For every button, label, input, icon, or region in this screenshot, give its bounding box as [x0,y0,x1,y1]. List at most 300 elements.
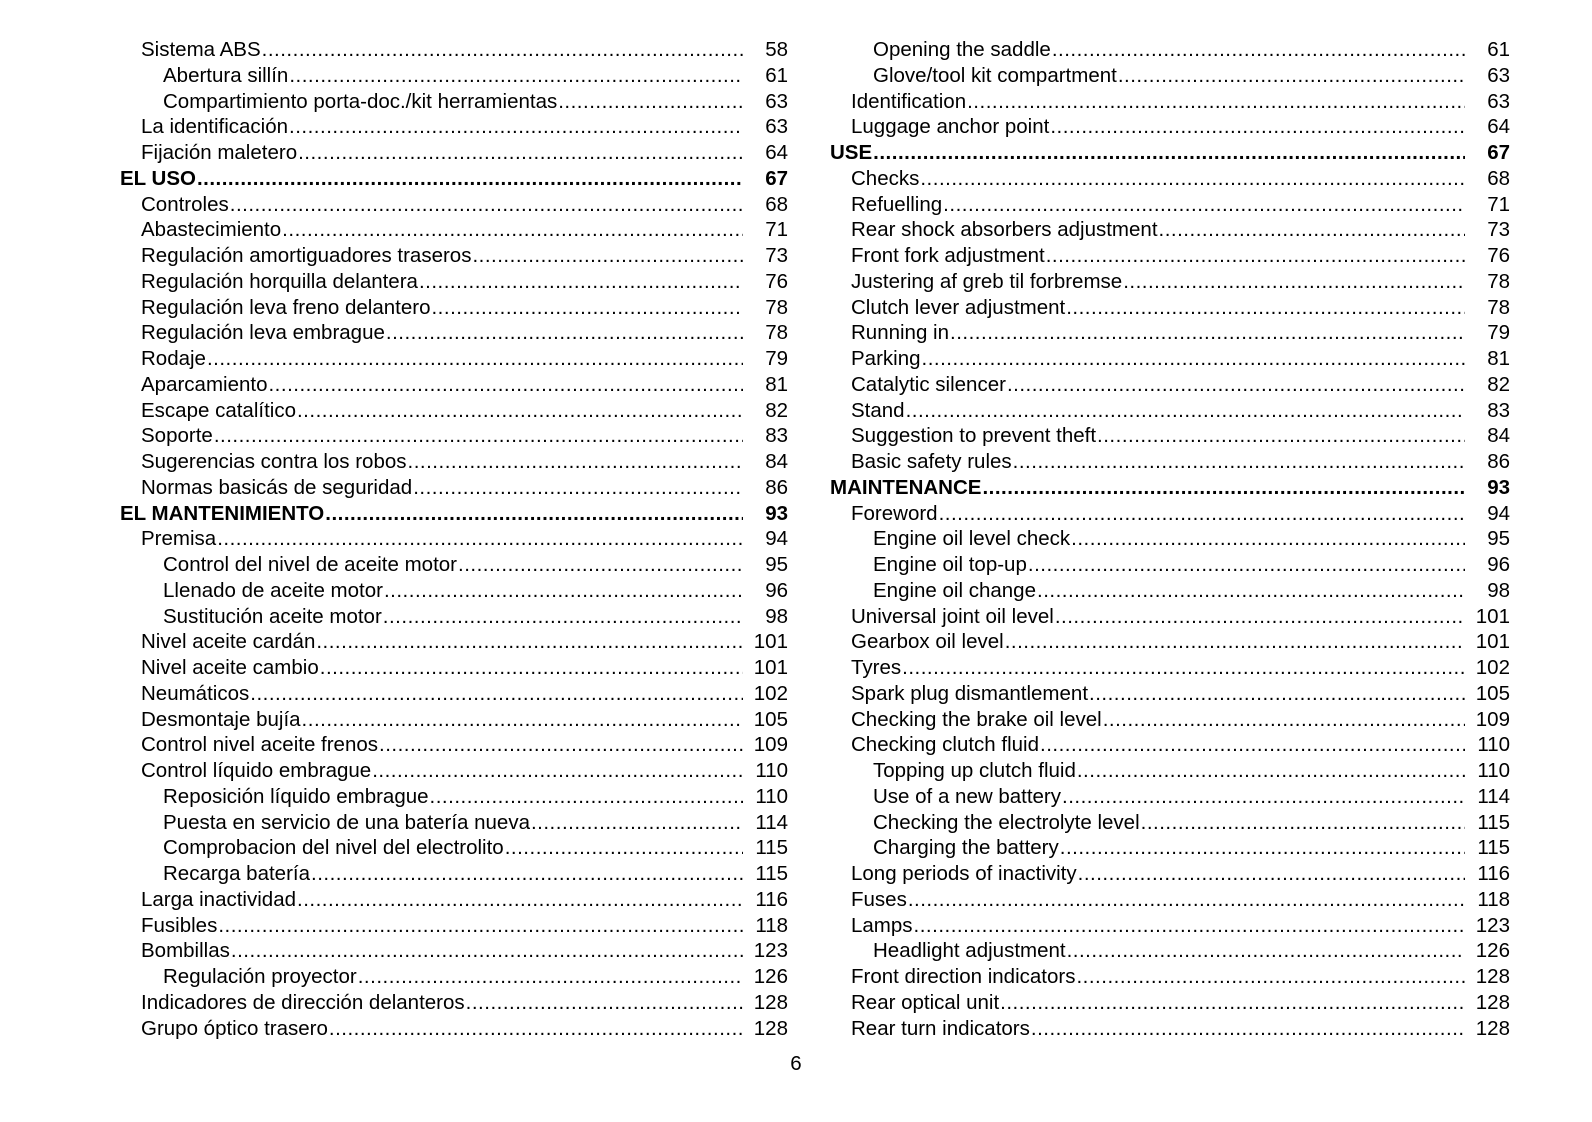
toc-entry-page: 123 [753,939,788,963]
toc-entry[interactable] [120,578,788,604]
toc-entry-page: 101 [753,630,788,654]
dot-leader [217,526,743,552]
toc-entry[interactable] [120,295,788,321]
toc-entry[interactable] [830,578,1510,604]
dot-leader [379,732,743,758]
dot-leader [408,449,743,475]
toc-entry-page: 128 [753,1016,788,1040]
toc-entry-title: Recarga batería [163,862,311,885]
toc-entry[interactable] [830,913,1510,939]
toc-entry-title: Neumáticos [141,681,250,705]
dot-leader [505,835,743,861]
toc-entry-title: Nivel aceite cambio [141,656,319,679]
toc-entry-title: Refuelling [851,192,943,216]
toc-entry-title: EL MANTENIMIENTO [120,501,325,525]
dot-leader [230,192,743,218]
toc-entry-page: 110 [755,759,788,782]
toc-entry[interactable] [120,990,788,1016]
dot-leader [298,140,743,166]
toc-entry-title: Fuses [851,887,907,911]
dot-leader [558,89,743,115]
toc-entry-title: Sistema ABS [141,38,261,61]
toc-entry-page: 101 [1475,630,1510,654]
dot-leader [197,166,743,192]
toc-entry-page: 67 [1487,141,1510,164]
toc-entry-page: 73 [765,244,788,267]
toc-entry[interactable] [830,938,1510,964]
dot-leader [1066,295,1465,321]
dot-leader [1078,861,1465,887]
toc-entry-page: 115 [1477,810,1510,834]
toc-entry[interactable] [120,37,788,63]
dot-leader [289,114,743,140]
toc-entry[interactable] [830,346,1510,372]
toc-entry-page: 71 [765,218,788,242]
toc-entry-title: Normas basicás de seguridad [141,475,413,499]
toc-entry-page: 128 [1475,1016,1510,1040]
toc-entry-page: 109 [753,733,788,757]
toc-entry[interactable] [830,166,1510,192]
toc-entry-title: Checks [851,166,920,190]
toc-entry-title: Tyres [851,656,902,679]
toc-entry-title: EL USO [120,166,196,190]
toc-entry-page: 93 [1487,475,1510,499]
dot-leader [358,964,743,990]
toc-entry[interactable] [120,423,788,449]
dot-leader [906,398,1465,424]
dot-leader [1118,63,1465,89]
toc-entry-page: 116 [1477,862,1510,885]
toc-entry-page: 105 [753,707,788,731]
toc-entry-page: 84 [1487,424,1510,448]
toc-entry-title: Controles [141,192,229,216]
toc-entry-title: Control del nivel de aceite motor [163,553,457,576]
toc-entry-title: Llenado de aceite motor [163,578,383,602]
toc-entry[interactable] [830,784,1510,810]
toc-entry-page: 109 [1475,707,1510,731]
dot-leader [531,810,743,836]
toc-entry-page: 86 [1487,450,1510,473]
toc-entry[interactable] [830,89,1510,115]
toc-entry[interactable] [830,887,1510,913]
toc-entry[interactable] [120,89,788,115]
dot-leader [372,758,743,784]
dot-leader [466,990,743,1016]
toc-entry[interactable] [120,320,788,346]
toc-entry[interactable] [120,784,788,810]
dot-leader [1046,243,1465,269]
toc-entry-title: Compartimiento porta-doc./kit herramientas [163,89,558,113]
toc-entry[interactable] [120,140,788,166]
toc-entry[interactable] [120,861,788,887]
toc-section-heading[interactable] [120,166,788,192]
toc-entry-page: 110 [755,784,788,808]
dot-leader [1089,681,1465,707]
toc-entry[interactable] [830,398,1510,424]
toc-entry[interactable] [830,810,1510,836]
toc-entry[interactable] [120,810,788,836]
toc-entry[interactable] [120,938,788,964]
toc-entry[interactable] [120,964,788,990]
toc-entry-title: USE [830,141,873,164]
toc-entry-page: 82 [765,398,788,422]
dot-leader [1050,114,1465,140]
toc-entry[interactable] [830,501,1510,527]
toc-column-spanish [120,37,788,1041]
toc-entry-title: Checking clutch fluid [851,733,1040,757]
page-number: 6 [790,1052,802,1075]
dot-leader [1052,37,1465,63]
dot-leader [297,887,743,913]
dot-leader [297,398,743,424]
toc-entry-page: 110 [1477,733,1510,757]
dot-leader [214,423,743,449]
toc-entry-page: 67 [765,166,788,190]
toc-entry-page: 95 [765,553,788,576]
dot-leader [908,887,1465,913]
toc-entry-page: 115 [755,836,788,860]
toc-entry-title: Headlight adjustment [873,939,1066,963]
toc-entry-title: Nivel aceite cardán [141,630,316,654]
toc-section-heading[interactable] [120,501,788,527]
toc-entry-page: 123 [1475,913,1510,937]
toc-entry-page: 68 [1487,166,1510,190]
toc-entry[interactable] [120,835,788,861]
dot-leader [950,320,1465,346]
toc-entry[interactable] [120,604,788,630]
toc-entry-page: 98 [1487,578,1510,602]
toc-entry[interactable] [830,37,1510,63]
dot-leader [262,37,743,63]
toc-entry[interactable] [830,707,1510,733]
toc-entry-title: Engine oil top-up [873,553,1027,576]
toc-entry-page: 110 [1477,759,1510,782]
toc-entry-title: Use of a new battery [873,784,1062,808]
dot-leader [413,475,743,501]
toc-entry-page: 68 [765,192,788,216]
toc-entry-page: 118 [755,913,788,937]
toc-entry[interactable] [120,1016,788,1042]
dot-leader [1141,810,1465,836]
toc-entry-title: Larga inactividad [141,887,296,911]
toc-entry-page: 79 [1487,321,1510,345]
toc-entry-title: Gearbox oil level [851,630,1004,654]
toc-entry-title: Escape catalítico [141,398,296,422]
toc-entry-title: Rear optical unit [851,990,1000,1014]
toc-entry[interactable] [120,629,788,655]
toc-entry[interactable] [120,732,788,758]
toc-entry-page: 63 [765,115,788,139]
toc-entry[interactable] [830,295,1510,321]
toc-entry-title: Long periods of inactivity [851,862,1077,885]
toc-entry-page: 78 [765,295,788,319]
toc-entry-page: 71 [1487,192,1510,216]
toc-entry-page: 63 [1487,89,1510,113]
toc-entry-page: 116 [755,887,788,911]
toc-entry-page: 61 [765,63,788,87]
toc-entry[interactable] [830,629,1510,655]
toc-entry[interactable] [830,758,1510,784]
dot-leader [1000,990,1465,1016]
toc-entry-title: Sustitución aceite motor [163,604,382,628]
toc-entry[interactable] [120,552,788,578]
toc-entry-title: Suggestion to prevent theft [851,424,1097,448]
toc-entry-page: 64 [765,141,788,164]
dot-leader [325,501,743,527]
toc-entry-title: Fijación maletero [141,141,298,164]
toc-entry-title: Front direction indicators [851,965,1076,988]
toc-entry-page: 81 [1487,347,1510,370]
toc-entry-title: Regulación leva freno delantero [141,295,431,319]
toc-entry[interactable] [120,526,788,552]
toc-entry[interactable] [120,372,788,398]
toc-entry-page: 126 [1475,939,1510,963]
toc-entry-page: 73 [1487,218,1510,242]
toc-section-heading[interactable] [830,475,1510,501]
toc-entry-page: 78 [765,321,788,345]
toc-entry[interactable] [120,475,788,501]
toc-entry-page: 118 [1477,887,1510,911]
toc-entry[interactable] [830,526,1510,552]
toc-entry-page: 115 [1477,836,1510,860]
toc-entry-title: Opening the saddle [873,38,1051,61]
toc-entry[interactable] [120,758,788,784]
dot-leader [1055,604,1465,630]
dot-leader [316,629,743,655]
dot-leader [383,604,743,630]
toc-entry-page: 101 [1475,604,1510,628]
toc-entry-title: Universal joint oil level [851,604,1054,628]
toc-entry[interactable] [120,217,788,243]
dot-leader [1077,758,1465,784]
toc-entry[interactable] [120,887,788,913]
dot-leader [419,269,743,295]
toc-entry-page: 82 [1487,372,1510,396]
toc-entry-page: 93 [765,501,788,525]
toc-entry-title: Front fork adjustment [851,244,1045,267]
toc-entry[interactable] [830,990,1510,1016]
toc-entry-page: 98 [765,604,788,628]
toc-entry-page: 76 [765,269,788,293]
toc-entry-page: 96 [1487,553,1510,576]
dot-leader [207,346,743,372]
toc-entry-title: Parking [851,347,921,370]
toc-entry-title: Regulación amortiguadores traseros [141,244,472,267]
toc-entry-title: Engine oil change [873,578,1036,602]
toc-entry-title: Rodaje [141,347,206,370]
toc-entry[interactable] [830,269,1510,295]
toc-entry-title: Control líquido embrague [141,759,372,782]
dot-leader [1067,938,1465,964]
dot-leader [1076,964,1465,990]
toc-entry[interactable] [830,681,1510,707]
dot-leader [982,475,1465,501]
dot-leader [231,938,743,964]
toc-entry[interactable] [830,192,1510,218]
dot-leader [1060,835,1465,861]
toc-entry-page: 105 [1475,681,1510,705]
toc-entry-page: 126 [753,965,788,988]
toc-entry-title: Sugerencias contra los robos [141,450,407,473]
dot-leader [282,217,743,243]
dot-leader [472,243,743,269]
toc-entry[interactable] [830,655,1510,681]
dot-leader [311,861,743,887]
dot-leader [1037,578,1465,604]
toc-entry[interactable] [830,964,1510,990]
toc-entry-page: 128 [1475,990,1510,1014]
dot-leader [384,578,743,604]
toc-entry-page: 101 [753,656,788,679]
dot-leader [431,295,743,321]
dot-leader [914,913,1465,939]
dot-leader [943,192,1465,218]
toc-entry-title: Rear shock absorbers adjustment [851,218,1158,242]
dot-leader [1031,1016,1465,1042]
toc-section-heading[interactable] [830,140,1510,166]
toc-entry-page: 76 [1487,244,1510,267]
dot-leader [1028,552,1465,578]
dot-leader [430,784,743,810]
toc-entry-title: Regulación leva embrague [141,321,385,345]
toc-entry-title: Checking the electrolyte level [873,810,1140,834]
toc-entry-page: 102 [753,681,788,705]
toc-entry-page: 95 [1487,527,1510,551]
toc-entry[interactable] [120,243,788,269]
toc-entry[interactable] [830,372,1510,398]
toc-entry[interactable] [830,861,1510,887]
dot-leader [1071,526,1465,552]
toc-entry-title: Checking the brake oil level [851,707,1102,731]
toc-entry-title: Running in [851,321,950,345]
toc-entry-page: 94 [765,527,788,551]
toc-entry[interactable] [830,114,1510,140]
dot-leader [458,552,743,578]
dot-leader [1097,423,1465,449]
toc-entry[interactable] [120,269,788,295]
toc-entry-title: Lamps [851,913,913,937]
dot-leader [289,63,743,89]
dot-leader [320,655,743,681]
toc-entry-page: 83 [765,424,788,448]
toc-entry-title: Justering af greb til forbremse [851,269,1123,293]
toc-entry[interactable] [830,449,1510,475]
toc-entry-page: 83 [1487,398,1510,422]
toc-entry-page: 94 [1487,501,1510,525]
toc-entry-page: 78 [1487,295,1510,319]
dot-leader [268,372,743,398]
toc-entry-title: Stand [851,398,905,422]
toc-entry-title: Indicadores de dirección delanteros [141,990,465,1014]
toc-entry-page: 115 [755,862,788,885]
toc-entry[interactable] [120,114,788,140]
toc-entry[interactable] [830,604,1510,630]
toc-entry-title: Identification [851,89,967,113]
toc-column-english [830,37,1510,1041]
dot-leader [218,913,743,939]
dot-leader [920,166,1465,192]
toc-entry-title: Engine oil level check [873,527,1071,551]
toc-entry-page: 114 [755,810,788,834]
toc-entry-title: Fusibles [141,913,218,937]
toc-entry-page: 78 [1487,269,1510,293]
toc-entry-title: Basic safety rules [851,450,1012,473]
dot-leader [1123,269,1465,295]
toc-entry-page: 79 [765,347,788,370]
toc-entry[interactable] [120,449,788,475]
toc-entry-title: Control nivel aceite frenos [141,733,379,757]
toc-entry[interactable] [120,346,788,372]
toc-entry[interactable] [830,732,1510,758]
dot-leader [922,346,1465,372]
toc-entry[interactable] [120,398,788,424]
toc-entry[interactable] [830,1016,1510,1042]
toc-entry-page: 84 [765,450,788,473]
toc-entry-title: Desmontaje bujía [141,707,301,731]
toc-entry[interactable] [120,707,788,733]
dot-leader [902,655,1465,681]
dot-leader [386,320,743,346]
toc-entry-title: Regulación horquilla delantera [141,269,418,293]
toc-entry[interactable] [120,681,788,707]
toc-entry-page: 61 [1487,38,1510,61]
toc-entry-title: Foreword [851,501,938,525]
toc-entry-title: Aparcamiento [141,372,268,396]
toc-entry[interactable] [120,913,788,939]
toc-entry[interactable] [830,217,1510,243]
toc-entry-title: Puesta en servicio de una batería nueva [163,810,530,834]
toc-entry[interactable] [830,835,1510,861]
toc-entry[interactable] [830,320,1510,346]
toc-entry-page: 96 [765,578,788,602]
toc-entry-page: 64 [1487,115,1510,139]
toc-entry-title: Luggage anchor point [851,115,1050,139]
toc-entry-title: Regulación proyector [163,965,357,988]
toc-entry-title: Clutch lever adjustment [851,295,1066,319]
toc-entry-title: Grupo óptico trasero [141,1016,328,1040]
toc-entry[interactable] [830,423,1510,449]
dot-leader [1005,629,1465,655]
toc-entry-page: 102 [1475,656,1510,679]
toc-entry-page: 128 [753,990,788,1014]
toc-entry[interactable] [120,63,788,89]
toc-entry[interactable] [830,243,1510,269]
toc-entry-title: Comprobacion del nivel del electrolito [163,836,504,860]
toc-entry-title: La identificación [141,115,289,139]
toc-entry-title: Glove/tool kit compartment [873,63,1117,87]
dot-leader [1007,372,1465,398]
toc-entry-page: 114 [1477,784,1510,808]
toc-entry-title: Abertura sillín [163,63,289,87]
toc-entry-title: Rear turn indicators [851,1016,1030,1040]
toc-entry[interactable] [120,655,788,681]
toc-entry[interactable] [830,63,1510,89]
toc-entry-title: Spark plug dismantlement [851,681,1089,705]
toc-entry-title: Soporte [141,424,213,448]
toc-entry-title: Bombillas [141,939,230,963]
toc-entry[interactable] [120,192,788,218]
dot-leader [250,681,743,707]
dot-leader [302,707,743,733]
toc-entry-title: Charging the battery [873,836,1059,860]
toc-entry[interactable] [830,552,1510,578]
toc-entry-title: Reposición líquido embrague [163,784,429,808]
dot-leader [873,140,1465,166]
toc-entry-page: 128 [1475,965,1510,988]
dot-leader [1062,784,1465,810]
dot-leader [1159,217,1465,243]
toc-entry-title: Topping up clutch fluid [873,759,1076,782]
